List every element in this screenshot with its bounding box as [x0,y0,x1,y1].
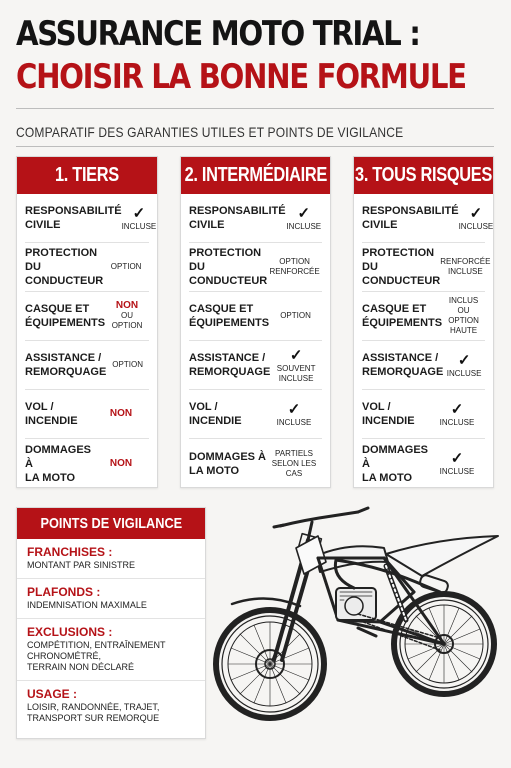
value-text: INCLUS OU OPTION HAUTE [448,296,479,335]
guarantee-value [93,409,149,419]
value-text: NON [109,408,133,419]
vigilance-item [17,619,205,681]
table-row [362,194,494,243]
value-text: OPTION [110,262,142,271]
table-row [25,341,149,390]
guarantee-label: ASSISTANCE / REMORQUAGE [189,352,271,378]
value-text: OPTION RENFORCÉE [269,257,320,276]
vigilance-title: POINTS DE VIGILANCE [17,508,205,539]
guarantee-label: CASQUE ET ÉQUIPEMENTS [362,303,443,329]
guarantee-label: RESPONSABILITÉ CIVILE [362,205,459,231]
vigilance-item-desc: INDEMNISATION MAXIMALE [27,600,147,610]
guarantee-label: ASSISTANCE / REMORQUAGE [25,352,107,378]
guarantee-label: PROTECTION DU CONDUCTEUR [189,247,268,287]
table-row [189,292,322,341]
vigilance-item-desc: MONTANT PAR SINISTRE [27,560,136,570]
check-icon: ✓ [450,450,464,467]
check-icon: ✓ [457,351,471,369]
value-text: NON [109,457,133,469]
value-text: NON [115,300,139,311]
front-wheel-icon [216,610,324,718]
value-text: OPTION [112,360,143,369]
vigilance-item [17,539,205,579]
table-row [362,439,485,488]
guarantee-value [266,401,322,428]
guarantee-value [106,360,149,370]
value-subtext: OU OPTION [111,311,143,330]
guarantee-value [459,205,494,232]
guarantee-value [443,352,485,379]
guarantee-label: DOMMAGES À LA MOTO [189,450,266,477]
table-row [25,194,157,243]
guarantee-value [269,311,322,321]
guarantee-label: VOL / INCENDIE [25,401,78,427]
guarantee-value [105,301,149,331]
column-title: 1. TIERS [17,157,157,194]
guarantee-value [429,401,485,428]
table-row [189,439,322,488]
guarantee-label: VOL / INCENDIE [189,401,242,427]
engine-icon [336,588,376,620]
table-row [362,341,485,390]
guarantee-label: PROTECTION DU CONDUCTEUR [362,247,441,287]
guarantee-value [103,262,149,272]
guarantee-label: ASSISTANCE / REMORQUAGE [362,352,444,378]
value-text: OPTION [280,311,311,320]
table-row [25,292,149,341]
vigilance-item-title: FRANCHISES : [27,545,113,559]
trial-motorcycle-illustration-icon [208,496,508,768]
vigilance-item-desc: COMPÉTITION, ENTRAÎNEMENT CHRONOMÉTRÉ, TERRAIN NON DÉCLARÉ [27,640,166,672]
table-row [25,243,149,292]
value-text: INCLUSE [446,368,482,378]
column-tous-risques [353,156,494,488]
value-text: RENFORCÉE INCLUSE [440,257,491,276]
table-row [25,439,149,488]
vigilance-item-desc: LOISIR, RANDONNÉE, TRAJET, TRANSPORT SUR REMORQUE [27,702,160,723]
vigilance-item [17,579,205,619]
guarantee-value [93,459,149,469]
guarantee-label: PROTECTION DU CONDUCTEUR [25,247,104,287]
guarantee-label: RESPONSABILITÉ CIVILE [189,205,286,231]
vigilance-item-title: USAGE : [27,687,78,701]
title-line-1: ASSURANCE MOTO TRIAL : [16,14,420,54]
guarantee-value [270,347,322,384]
guarantee-label: CASQUE ET ÉQUIPEMENTS [189,303,270,329]
check-icon: ✓ [297,204,311,222]
value-text: PARTIELS SELON LES CAS [271,448,317,478]
guarantee-label: VOL / INCENDIE [362,401,415,427]
guarantee-value [266,449,322,479]
column-title: 3. TOUS RISQUES [354,157,493,194]
value-text: INCLUSE [439,417,475,427]
table-row [189,194,322,243]
column-tiers [16,156,158,488]
guarantee-label: RESPONSABILITÉ CIVILE [25,205,122,231]
value-text: INCLUSE [458,221,494,231]
table-row [189,341,322,390]
guarantee-label: DOMMAGES À LA MOTO [25,443,91,484]
value-text: SOUVENT INCLUSE [276,363,316,383]
vigilance-box [16,507,206,739]
divider [16,108,494,109]
table-row [25,390,149,439]
value-text: INCLUSE [276,417,312,427]
handlebar-icon [274,508,368,540]
divider [16,146,494,147]
title-line-2: CHOISIR LA BONNE FORMULE [16,57,466,97]
check-icon: ✓ [450,400,464,418]
check-icon: ✓ [469,204,483,222]
check-icon: ✓ [289,346,303,364]
column-title: 2. INTERMÉDIAIRE [181,157,330,194]
guarantee-value [267,257,322,277]
guarantee-label: CASQUE ET ÉQUIPEMENTS [25,303,106,329]
value-text: INCLUSE [286,221,322,231]
subtitle: COMPARATIF DES GARANTIES UTILES ET POINTS DE VIGILANCE [16,124,404,140]
guarantee-value [429,450,485,477]
vigilance-item-title: PLAFONDS : [27,585,101,599]
guarantee-value [122,205,157,232]
vigilance-item-title: EXCLUSIONS : [27,625,113,639]
column-intermediaire [180,156,331,488]
guarantee-value [286,205,322,232]
table-row [362,292,485,341]
check-icon: ✓ [287,400,301,418]
guarantee-label: DOMMAGES À LA MOTO [362,443,428,484]
guarantee-value [442,296,485,336]
table-row [362,390,485,439]
table-row [189,243,322,292]
table-row [189,390,322,439]
value-text: INCLUSE [439,467,475,476]
check-icon: ✓ [132,204,146,222]
guarantee-value [440,257,490,277]
vigilance-item [17,681,205,731]
value-text: INCLUSE [121,221,157,231]
table-row [362,243,491,292]
